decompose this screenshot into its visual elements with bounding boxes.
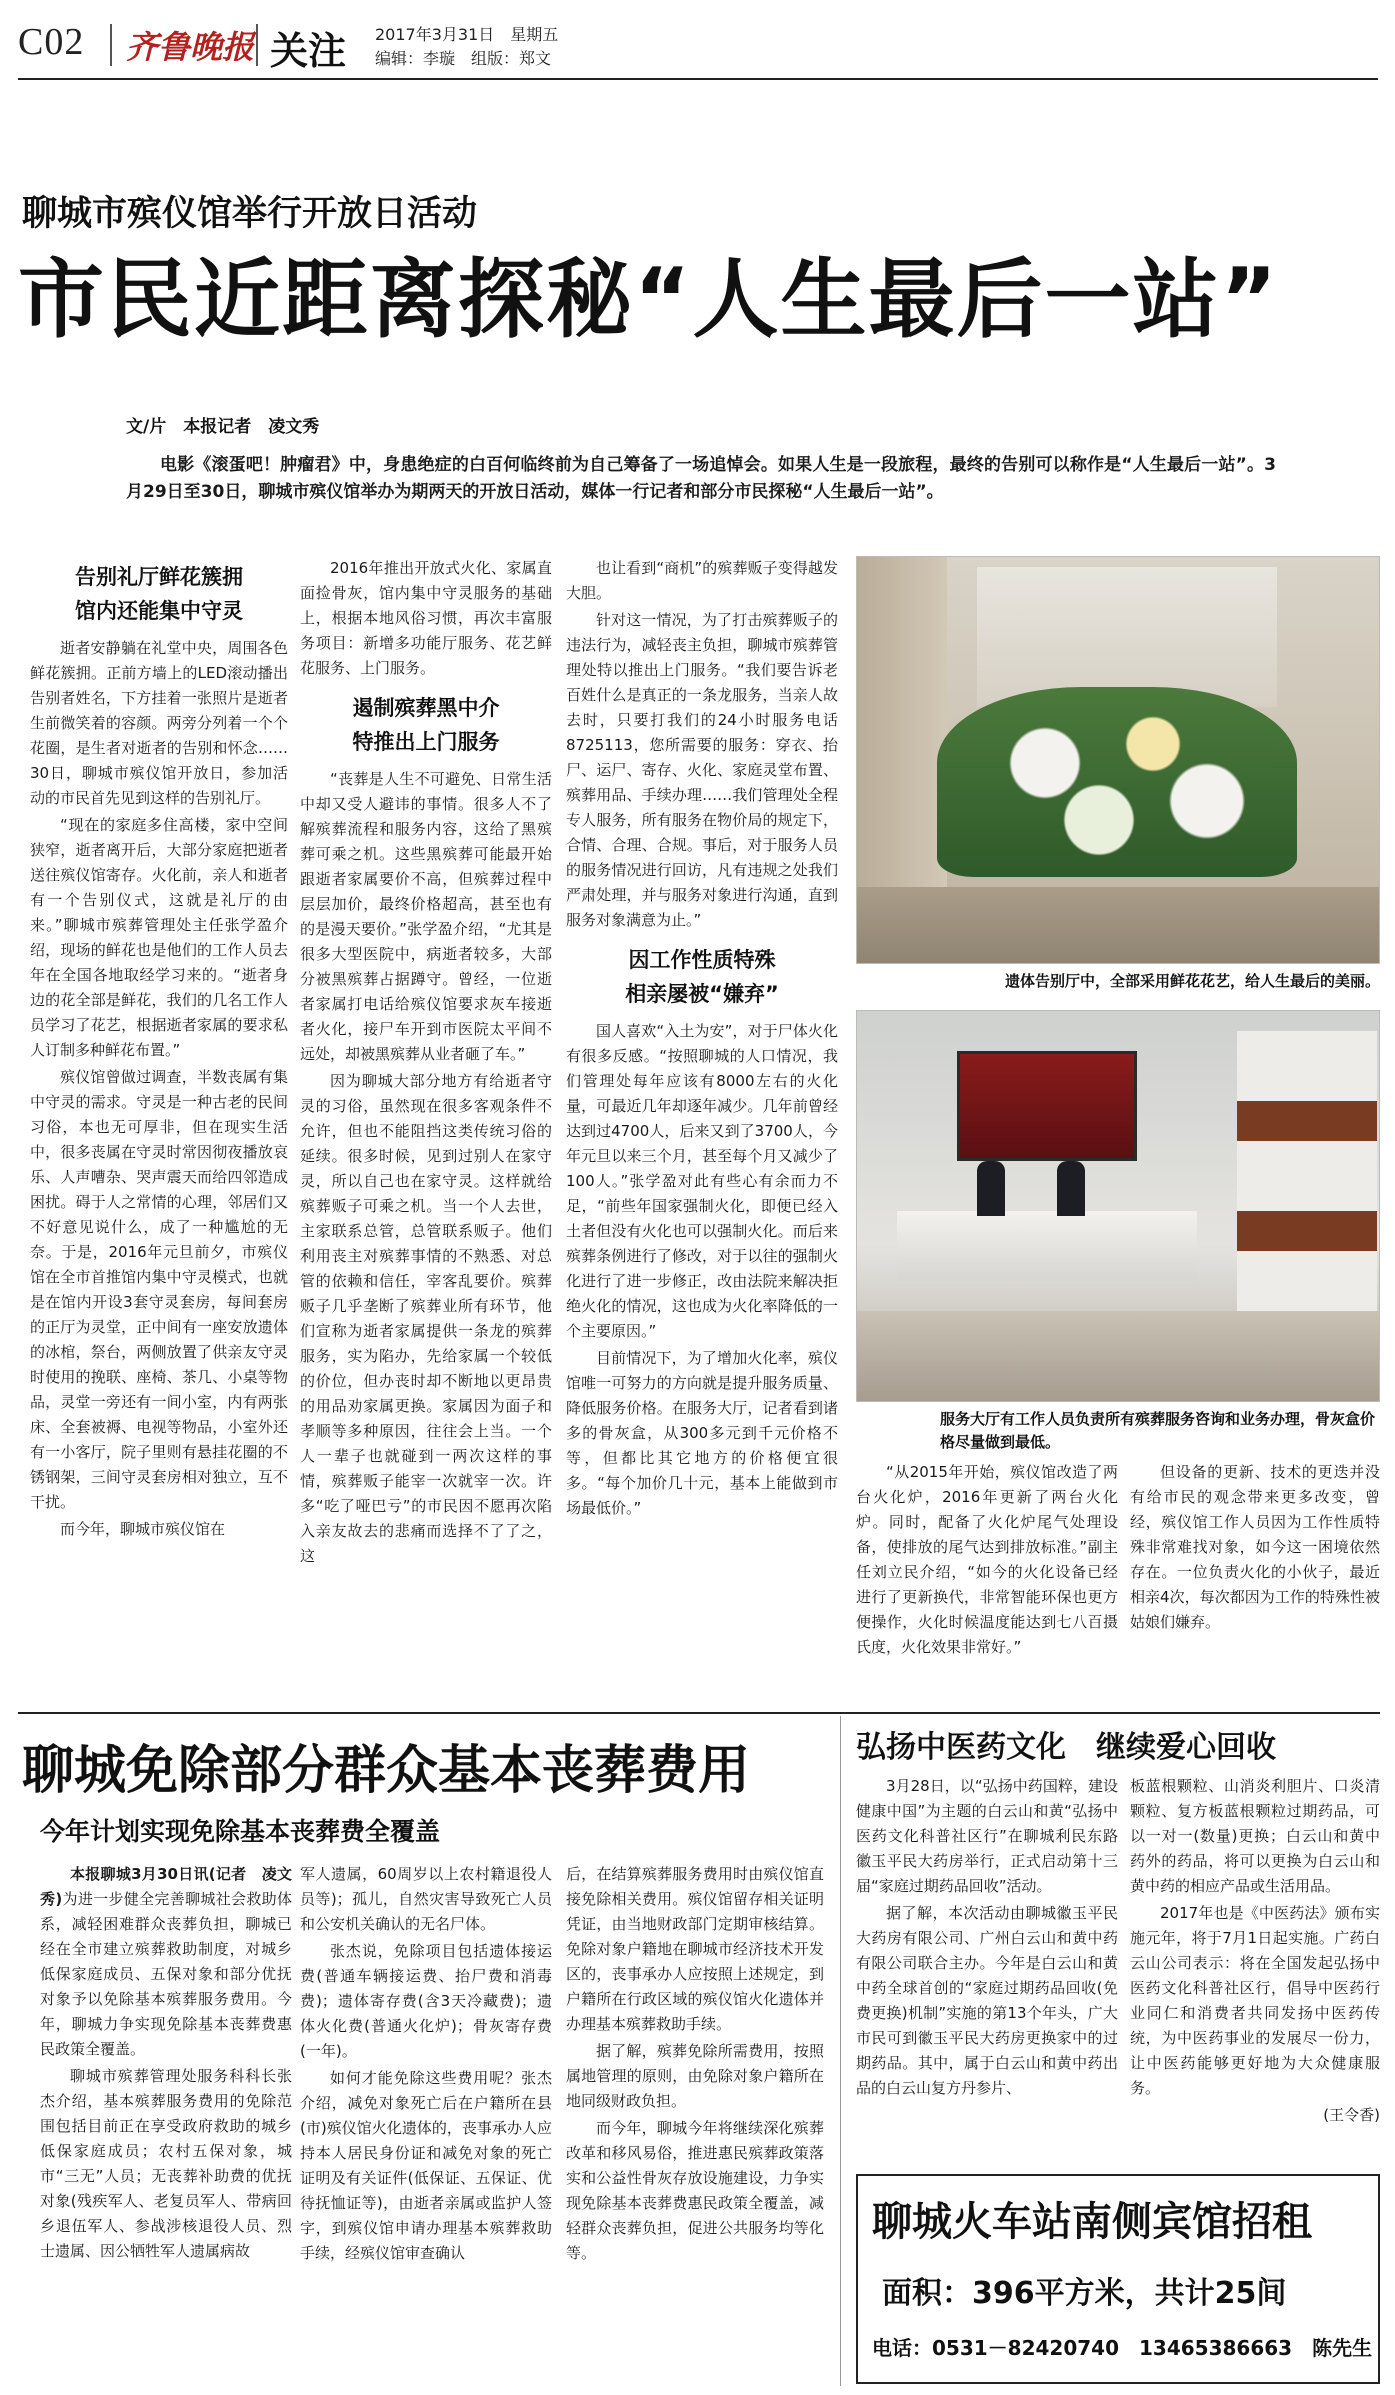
article1-byline: 文/片 本报记者 凌文秀	[126, 417, 320, 437]
section-rule	[18, 1712, 1380, 1714]
article2-col1	[40, 1862, 292, 2264]
header-divider	[110, 24, 112, 66]
article1-headline: 市民近距离探秘“人生最后一站”	[18, 250, 1280, 350]
paragraph: 军人遗属，60周岁以上农村籍退役人员等)；孤儿，自然灾害导致死亡人员和公安机关确认的无名尸体。	[300, 1865, 552, 1933]
paragraph: 板蓝根颗粒、山消炎利胆片、口炎清颗粒、复方板蓝根颗粒过期药品，可以一对一(数量)更换；白云山和黄中药外的药品，将可以更换为白云山和黄中药的相应产品或生活用品。	[1130, 1777, 1380, 1895]
hall-window	[977, 567, 1277, 707]
paragraph: 2017年也是《中医药法》颁布实施元年，将于7月1日起实施。广药白云山公司表示：将在全国发起弘扬中医药文化科普社区行，倡导中医药行业同仁和消费者共同发扬中医药传统，为中医药事业的发展尽一份力，让中医药能够更好地为大众健康服务。	[1130, 1904, 1380, 2097]
paragraph: 针对这一情况，为了打击殡葬贩子的违法行为，减轻丧主负担，聊城市殡葬管理处特以推出上门服务。“我们要告诉老百姓什么是真正的一条龙服务，当亲人故去时，只要打我们的24小时服务电话8725113，您所需要的服务：穿衣、抬尸、运尸、寄存、火化、家庭灵堂布置、殡葬用品、手续办理……我们管理处全程专人服务，所有服务在物价局的规定下，合情、合理、合规。事后，对于服务人员的服务情况进行回访，凡有违规之处我们严肃处理，并与服务对象进行沟通，直到服务对象满意为止。”	[566, 611, 838, 929]
service-counter	[897, 1211, 1197, 1281]
subhead: 特推出上门服务	[352, 730, 500, 754]
paragraph: 如何才能免除这些费用呢？张杰介绍，减免对象死亡后在户籍所在县(市)殡仪馆火化遗体的，丧事承办人应持本人居民身份证和减免对象的死亡证明及有关证件(低保证、五保证、优待抚恤证等)，由逝者亲属或监护人签字，到殡仪馆申请办理基本殡葬救助手续，经殡仪馆审查确认	[300, 2069, 552, 2262]
header-date: 2017年3月31日 星期五	[375, 25, 559, 44]
header-rule	[18, 78, 1378, 80]
article1-col3	[566, 556, 838, 1521]
subhead: 遏制殡葬黑中介	[352, 696, 500, 720]
ad-title: 聊城火车站南侧宾馆招租	[872, 2199, 1312, 2245]
paragraph: 张杰说，免除项目包括遗体接运费(普通车辆接运费、抬尸费和消毒费)；遗体寄存费(含3天冷藏费)；遗体火化费(普通火化炉)；骨灰寄存费(一年)。	[300, 1942, 552, 2060]
paragraph: 3月28日，以“弘扬中药国粹，建设健康中国”为主题的白云山和黄“弘扬中医药文化科普社区行”在聊城利民东路徽玉平民大药房举行，正式启动第十三届“家庭过期药品回收”活动。	[856, 1777, 1118, 1895]
column-divider	[840, 1716, 841, 2386]
floor	[857, 1311, 1380, 1402]
paragraph: 也让看到“商机”的殡葬贩子变得越发大胆。	[566, 559, 838, 602]
floor	[857, 887, 1380, 964]
paragraph: 殡仪馆曾做过调查，半数丧属有集中守灵的需求。守灵是一种古老的民间习俗，本也无可厚非，但在现实生活中，很多丧属在守灵时常因彻夜播放哀乐、人声嘈杂、哭声震天而给四邻造成困扰。碍于人之常情的心理，邻居们又不好意见说什么，成了一种尴尬的无奈。于是，2016年元旦前夕，市殡仪馆在全市首推馆内集中守灵模式，也就是在馆内开设3套守灵套房，每间套房的正厅为灵堂，正中间有一座安放遗体的冰棺，祭台，两侧放置了供亲友守灵时使用的挽联、座椅、茶几、小桌等物品，灵堂一旁还有一间小室，内有两张床、全套被褥、电视等物品，小室外还有一小客厅，院子里则有悬挂花圈的不锈钢架，三间守灵套房相对独立，互不干扰。	[30, 1068, 288, 1511]
article3-headline: 弘扬中医药文化 继续爱心回收	[856, 1730, 1276, 1765]
photo-farewell-hall	[856, 556, 1380, 964]
newspaper-logo: 齐鲁晚报	[126, 28, 255, 66]
ad-area: 面积：396平方米，共计25间	[882, 2276, 1287, 2311]
article1-lead: 电影《滚蛋吧！肿瘤君》中，身患绝症的白百何临终前为自己筹备了一场追悼会。如果人生是一段旅程，最终的告别可以称作是“人生最后一站”。3月29日至30日，聊城市殡仪馆举办为期两天的开放日活动，媒体一行记者和部分市民探秘“人生最后一站”。	[126, 455, 1276, 502]
photo2-caption: 服务大厅有工作人员负责所有殡葬服务咨询和业务办理，骨灰盒价格尽量做到最低。	[940, 1410, 1376, 1451]
page-number: C02	[18, 21, 85, 63]
article2-subhead: 今年计划实现免除基本丧葬费全覆盖	[40, 1817, 441, 1846]
paragraph	[40, 1862, 292, 2062]
paragraph: “现在的家庭多住高楼，家中空间狭窄，逝者离开后，大部分家庭把逝者送往殡仪馆寄存。火化前，亲人和逝者有一个告别仪式，这就是礼厅的由来。”聊城市殡葬管理处主任张学盈介绍，现场的鲜花也是他们的工作人员去年在全国各地取经学习来的。“逝者身边的花全部是鲜花，我们的几名工作人员学习了花艺，根据逝者家属的要求私人订制多种鲜花布置。”	[30, 816, 288, 1059]
dateline: 本报聊城3月30日讯(记者 凌文秀)	[40, 1865, 292, 1908]
subhead: 馆内还能集中守灵	[75, 599, 243, 623]
paragraph: 后，在结算殡葬服务费用时由殡仪馆直接免除相关费用。殡仪馆留存相关证明凭证，由当地财政部门定期审核结算。免除对象户籍地在聊城市经济技术开发区的，丧事承办人应按照上述规定，到户籍所在行政区域的殡仪馆火化遗体并办理基本殡葬救助手续。	[566, 1865, 824, 2033]
page-header	[0, 0, 1395, 78]
paragraph: 据了解，本次活动由聊城徽玉平民大药房有限公司、广州白云山和黄中药有限公司联合主办。今年是白云山和黄中药全球首创的“家庭过期药品回收(免费更换)机制”实施的第13个年头，广大市民可到徽玉平民大药房更换家中的过期药品。其中，属于白云山和黄中药出品的白云山复方丹参片、	[856, 1904, 1118, 2097]
paragraph: 逝者安静躺在礼堂中央，周围各色鲜花簇拥。正前方墙上的LED滚动播出告别者姓名，下方挂着一张照片是逝者生前微笑着的容颜。两旁分列着一个个花圈，是生者对逝者的告别和怀念……30日，聊城市殡仪馆开放日，参加活动的市民首先见到这样的告别礼厅。	[30, 639, 288, 807]
urn-shelf	[1237, 1031, 1377, 1331]
article2-col3	[566, 1862, 824, 2266]
article2-col2	[300, 1862, 552, 2266]
paragraph: 目前情况下，为了增加火化率，殡仪馆唯一可努力的方向就是提升服务质量、降低服务价格。在服务大厅，记者看到诸多的骨灰盒，从300多元到千元价格不等，但都比其它地方的价格便宜很多。“每个加价几十元，基本上能做到市场最低价。”	[566, 1349, 838, 1517]
paragraph: 而今年，聊城市殡仪馆在	[60, 1520, 226, 1538]
paragraph: 因为聊城大部分地方有给逝者守灵的习俗，虽然现在很多客观条件不允许，但也不能阻挡这类传统习俗的延续。很多时候，见到过别人在家守灵，所以自己也在家守灵。这样就给殡葬贩子可乘之机。当一个人去世，主家联系总管，总管联系贩子。他们利用丧主对殡葬事情的不熟悉、对总管的依赖和信任，宰客乱要价。殡葬贩子几乎垄断了殡葬业所有环节，他们宣称为逝者家属提供一条龙的殡葬服务，实为陷办，先给家属一个较低的价位，但办丧时却不断地以更昂贵的用品劝家属更换。家属因为面子和孝顺等多种原因，往往会上当。一个人一辈子也就碰到一两次这样的事情，殡葬贩子能宰一次就宰一次。许多“吃了哑巴亏”的市民因不愿再次陷入亲友故去的悲痛而选择不了了之，这	[300, 1072, 552, 1565]
paragraph: 2016年推出开放式火化、家属直面捡骨灰，馆内集中守灵服务的基础上，根据本地风俗习惯，再次丰富服务项目：新增多功能厅服务、花艺鲜花服务、上门服务。	[300, 559, 552, 677]
paragraph: 据了解，殡葬免除所需费用，按照属地管理的原则，由免除对象户籍所在地同级财政负担。	[566, 2042, 824, 2110]
paragraph: 国人喜欢“入土为安”，对于尸体火化有很多反感。“按照聊城的人口情况，我们管理处每年应该有8000左右的火化量，可最近几年却逐年减少。几年前曾经达到过4700人，后来又到了3700人，今年元旦以来三个月，甚至每个月又减少了100人。”张学盈对此有些心有余而力不足，“前些年国家强制火化，即便已经入土者但没有火化也可以强制火化。而后来殡葬条例进行了修改，对于以往的强制火化进行了进一步修正，改由法院来解决拒绝火化的情况，这也成为火化率降低的一个主要原因。”	[566, 1022, 838, 1340]
header-editor: 编辑：李璇 组版：郑文	[375, 49, 552, 68]
paragraph: 而今年，聊城今年将继续深化殡葬改革和移风易俗，推进惠民殡葬政策落实和公益性骨灰存放设施建设，力争实现免除基本丧葬费惠民政策全覆盖，减轻群众丧葬负担，促进公共服务均等化等。	[566, 2119, 824, 2262]
article1-col4	[856, 1460, 1118, 1660]
paragraph: “从2015年开始，殡仪馆改造了两台火化炉，2016年更新了两台火化炉。同时，配备了火化炉尾气处理设备，使排放的尾气达到排放标准。”副主任刘立民介绍，“如今的火化设备已经进行了更新换代，非常智能环保也更方便操作，火化时候温度能达到七八百摄氏度，火化效果非常好。”	[856, 1463, 1118, 1656]
header-divider	[256, 24, 258, 66]
led-screen	[957, 1051, 1137, 1161]
article1-col2	[300, 556, 552, 1569]
article3-col2	[1130, 1774, 1380, 2128]
article1-col1	[30, 560, 288, 1542]
paragraph: “丧葬是人生不可避免、日常生活中却又受人避讳的事情。很多人不了解殡葬流程和服务内容，这给了黑殡葬可乘之机。这些黑殡葬可能最开始跟逝者家属要价不高，但殡葬过程中层层加价，最终价格超高，甚至也有的是漫天要价。”张学盈介绍，“尤其是很多大型医院中，病逝者较多，大部分被黑殡葬占据蹲守。曾经，一位逝者家属打电话给殡仪馆要求灰车接逝者火化，接尸车开到市医院太平间不远处，却被黑殡葬从业者砸了车。”	[300, 770, 552, 1063]
subhead: 因工作性质特殊	[628, 948, 776, 972]
paragraph: 聊城市殡葬管理处服务科科长张杰介绍，基本殡葬服务费用的免除范围包括目前正在享受政府救助的城乡低保家庭成员；农村五保对象，城市“三无”人员；无丧葬补助费的优抚对象(残疾军人、老复员军人、带病回乡退伍军人、参战涉核退役人员、烈士遗属、因公牺牲军人遗属病故	[40, 2067, 292, 2260]
paragraph: 但设备的更新、技术的更迭并没有给市民的观念带来更多改变，曾经，殡仪馆工作人员因为工作性质特殊非常难找对象，如今这一困境依然存在。一位负责火化的小伙子，最近相亲4次，每次都因为工作的特殊性被姑娘们嫌弃。	[1130, 1463, 1380, 1631]
article3-col1	[856, 1774, 1118, 2101]
paragraph-text: 为进一步健全完善聊城社会救助体系，减轻困难群众丧葬负担，聊城已经在全市建立殡葬救助制度，对城乡低保家庭成员、五保对象和部分优抚对象予以免除基本殡葬服务费用。今年，聊城力争实现免除基本丧葬费惠民政策全覆盖。	[40, 1890, 292, 2058]
rental-ad	[856, 2174, 1380, 2384]
flower-arrangement	[937, 687, 1297, 877]
photo-service-hall	[856, 1010, 1380, 1402]
article1-kicker: 聊城市殡仪馆举行开放日活动	[22, 194, 478, 234]
article1-col5	[1130, 1460, 1380, 1635]
ad-phone: 电话：0531－82420740 13465386663 陈先生	[872, 2336, 1373, 2360]
subhead: 告别礼厅鲜花簇拥	[75, 565, 243, 589]
staff-figure	[1057, 1161, 1085, 1216]
subhead: 相亲屡被“嫌弃”	[625, 982, 779, 1006]
photo1-caption: 遗体告别厅中，全部采用鲜花花艺，给人生最后的美丽。	[1004, 972, 1380, 990]
author-credit: (王令香)	[1323, 2106, 1380, 2124]
staff-figure	[977, 1161, 1005, 1216]
section-name: 关注	[270, 29, 347, 73]
article2-headline: 聊城免除部分群众基本丧葬费用	[22, 1741, 751, 1801]
